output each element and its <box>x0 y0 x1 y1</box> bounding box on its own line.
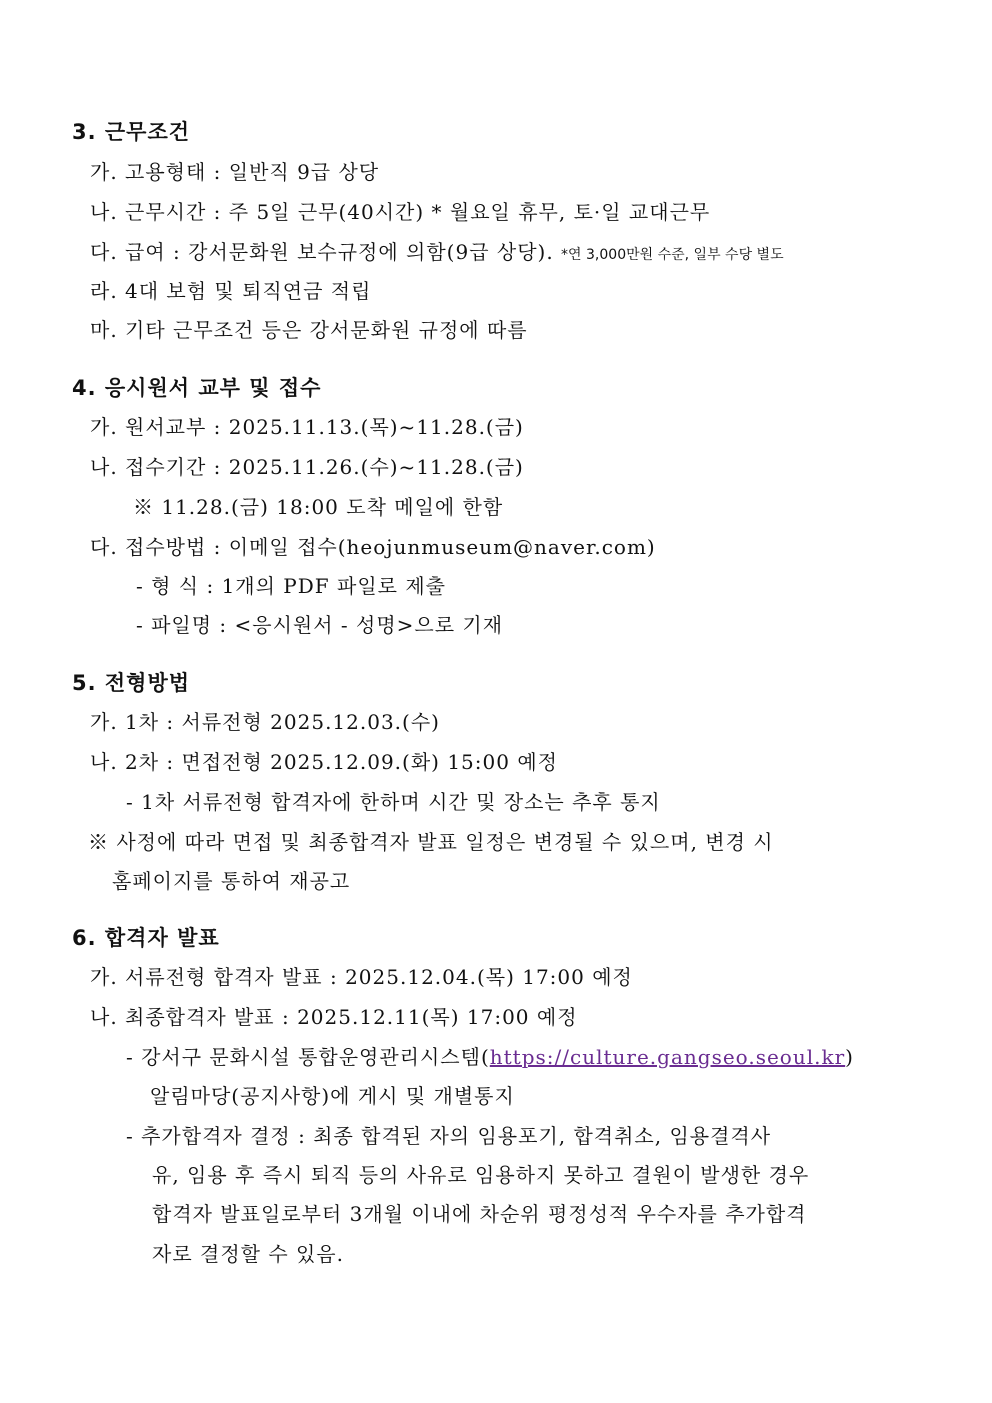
s5-first-round: 가. 1차 : 서류전형 2025.12.03.(수) <box>90 710 440 734</box>
s4-method: 다. 접수방법 : 이메일 접수(heojunmuseum@naver.com) <box>90 535 656 559</box>
section-3-title: 3. 근무조건 <box>72 120 191 144</box>
s6-final-result: 나. 최종합격자 발표 : 2025.12.11(목) 17:00 예정 <box>90 1005 578 1029</box>
s6-additional-pass-2: 유, 임용 후 즉시 퇴직 등의 사유로 임용하지 못하고 결원이 발생한 경우 <box>152 1163 810 1187</box>
s5-second-round-note: - 1차 서류전형 합격자에 한하며 시간 및 장소는 추후 통지 <box>126 790 661 814</box>
s6-notice-system-pre: - 강서구 문화시설 통합운영관리시스템( <box>126 1045 490 1069</box>
s4-method-filename: - 파일명 : <응시원서 - 성명>으로 기재 <box>136 613 504 637</box>
section-4-title: 4. 응시원서 교부 및 접수 <box>72 376 322 400</box>
s3-employment-type: 가. 고용형태 : 일반직 9급 상당 <box>90 160 380 184</box>
s3-other-conditions: 마. 기타 근무조건 등은 강서문화원 규정에 따름 <box>90 318 528 342</box>
s6-additional-pass-4: 자로 결정할 수 있음. <box>152 1242 344 1266</box>
s3-salary-main: 다. 급여 : 강서문화원 보수규정에 의함(9급 상당). <box>90 240 554 264</box>
s6-notice-board: 알림마당(공지사항)에 게시 및 개별통지 <box>150 1084 515 1108</box>
s6-additional-pass-1: - 추가합격자 결정 : 최종 합격된 자의 임용포기, 합격취소, 임용결격사 <box>126 1124 772 1148</box>
s4-period: 나. 접수기간 : 2025.11.26.(수)~11.28.(금) <box>90 455 524 479</box>
section-6-title: 6. 합격자 발표 <box>72 926 220 950</box>
s4-method-format: - 형 식 : 1개의 PDF 파일로 제출 <box>136 574 446 598</box>
s3-salary <box>90 236 784 265</box>
s4-distribution: 가. 원서교부 : 2025.11.13.(목)~11.28.(금) <box>90 415 524 439</box>
s3-salary-note: *연 3,000만원 수준, 일부 수당 별도 <box>561 247 784 263</box>
s5-schedule-note-1: ※ 사정에 따라 면접 및 최종합격자 발표 일정은 변경될 수 있으며, 변경 시 <box>88 830 774 854</box>
s3-insurance: 라. 4대 보험 및 퇴직연금 적립 <box>90 279 372 303</box>
s3-work-hours: 나. 근무시간 : 주 5일 근무(40시간) * 월요일 휴무, 토·일 교대근무 <box>90 200 711 224</box>
s4-period-note: ※ 11.28.(금) 18:00 도착 메일에 한함 <box>133 495 504 519</box>
s6-additional-pass-3: 합격자 발표일로부터 3개월 이내에 차순위 평정성적 우수자를 추가합격 <box>152 1202 807 1226</box>
s6-document-result: 가. 서류전형 합격자 발표 : 2025.12.04.(목) 17:00 예정 <box>90 965 633 989</box>
s6-notice-system <box>126 1041 854 1070</box>
culture-site-link[interactable]: https://culture.gangseo.seoul.kr <box>489 1045 846 1069</box>
section-5-title: 5. 전형방법 <box>72 671 191 695</box>
s5-second-round: 나. 2차 : 면접전형 2025.12.09.(화) 15:00 예정 <box>90 750 558 774</box>
s5-schedule-note-2: 홈페이지를 통하여 재공고 <box>112 869 351 893</box>
s6-notice-system-post: ) <box>845 1045 854 1069</box>
